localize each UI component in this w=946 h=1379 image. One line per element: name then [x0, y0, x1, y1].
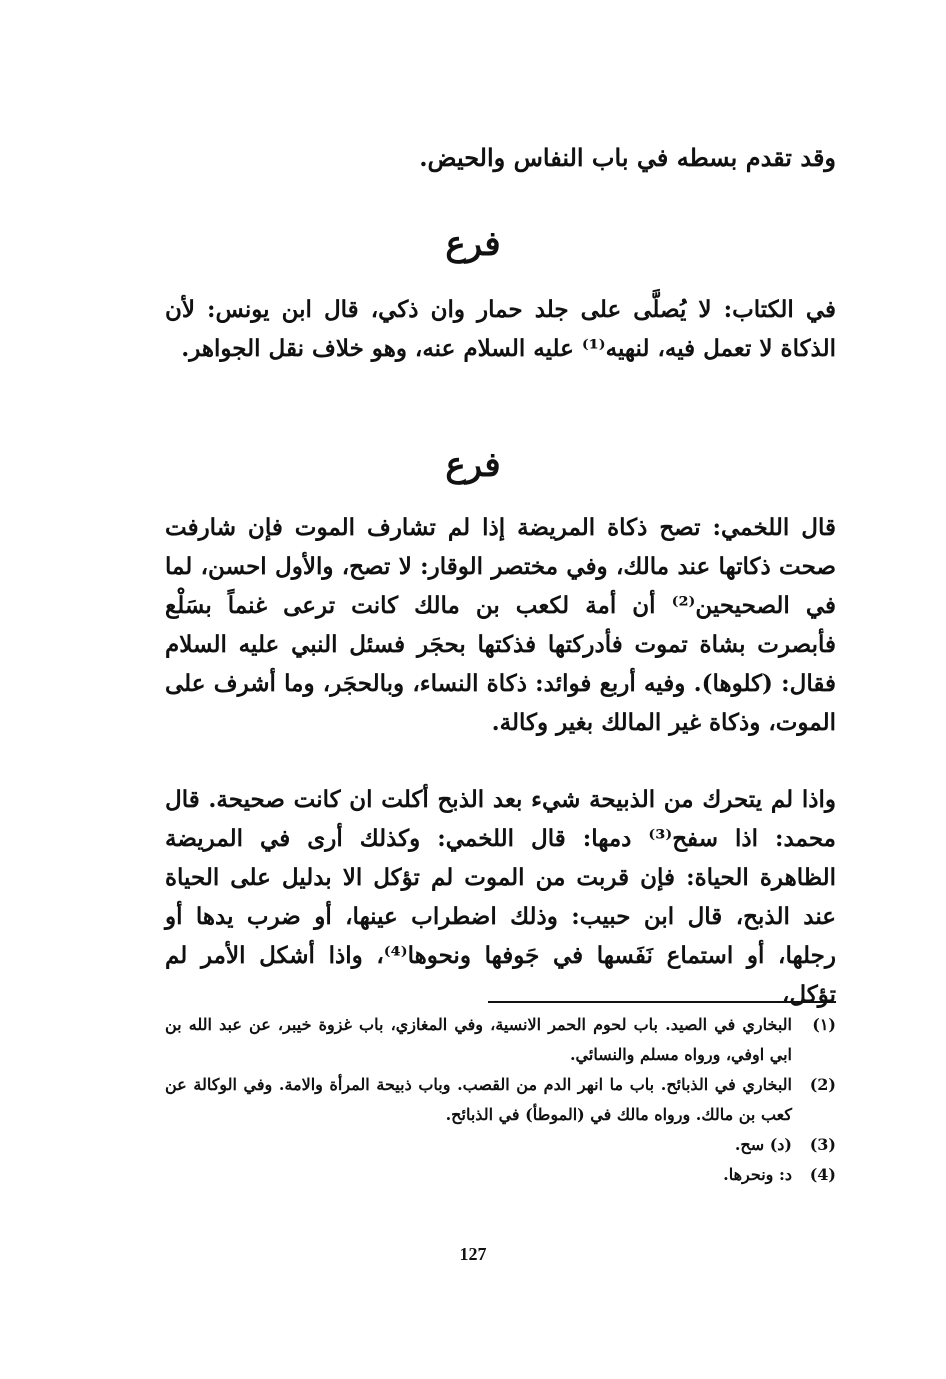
- footnote-number: (2): [809, 1075, 836, 1094]
- section-2-paragraph-1: قال اللخمي: تصح ذكاة المريضة إذا لم تشارف الموت فإن شارفت صحت ذكاتها عند مالك، وفي مختصر الوقار: لا تصح، والأول احسن، لما في الصحيحين⁽²⁾ أن أمة لكعب بن مالك كانت ترعى غنماً بسَلْع فأبصرت بشاة تموت فأدركتها فذكتها بحجَر فسئل النبي عليه السلام فقال: (كلوها). وفيه أربع فوائد: ذكاة النساء، وبالحجَر، وما أشرف على الموت، وذكاة غير المالك بغير وكالة.: [165, 514, 837, 736]
- footnote: [165, 1010, 836, 1070]
- footnote: [165, 1070, 836, 1130]
- page-number: 127: [459, 1244, 487, 1264]
- section-2-paragraph-2: واذا لم يتحرك من الذبيحة شيء بعد الذبح أكلت ان كانت صحيحة. قال محمد: اذا سفح⁽³⁾ دمها: قال اللخمي: وكذلك أرى في المريضة الظاهرة الحياة: فإن قربت من الموت لم تؤكل الا بدليل على الحياة عند الذبح، قال ابن حبيب: وذلك اضطراب عينها، أو ضرب يدها أو رجلها، أو استماع نَفَسها في جَوفها ونحوها⁽⁴⁾، واذا أشكل الأمر لم تؤكل،: [165, 786, 837, 1008]
- footnote-text: د: ونحرها.: [723, 1165, 792, 1184]
- footnote-number: (3): [809, 1135, 836, 1154]
- footnotes: [165, 1010, 836, 1190]
- footnote: [165, 1130, 836, 1160]
- footnote: [165, 1160, 836, 1190]
- section-heading-2: فرع: [445, 445, 501, 485]
- section-heading-1: فرع: [445, 224, 501, 264]
- section-1-paragraph: في الكتاب: لا يُصلَّى على جلد حمار وان ذكي، قال ابن يونس: لأن الذكاة لا تعمل فيه، لنهيه⁽¹⁾ عليه السلام عنه، وهو خلاف نقل الجواهر.: [165, 296, 836, 362]
- footnote-text: البخاري في الذبائح. باب ما انهر الدم من القصب. وباب ذبيحة المرأة والامة. وفي الوكالة عن كعب بن مالك. ورواه مالك في (الموطأ) في الذبائح.: [165, 1075, 792, 1124]
- footnote-number: (4): [809, 1165, 836, 1184]
- footnote-number: (١): [812, 1015, 836, 1034]
- intro-line: وقد تقدم بسطه في باب النفاس والحيض.: [419, 143, 836, 172]
- footnote-text: البخاري في الصيد. باب لحوم الحمر الانسية، وفي المغازي، باب غزوة خيبر، عن عبد الله بن ابي اوفي، ورواه مسلم والنسائي.: [165, 1015, 793, 1064]
- footnote-text: (د) سح.: [734, 1135, 792, 1154]
- footnote-divider: [488, 1001, 836, 1003]
